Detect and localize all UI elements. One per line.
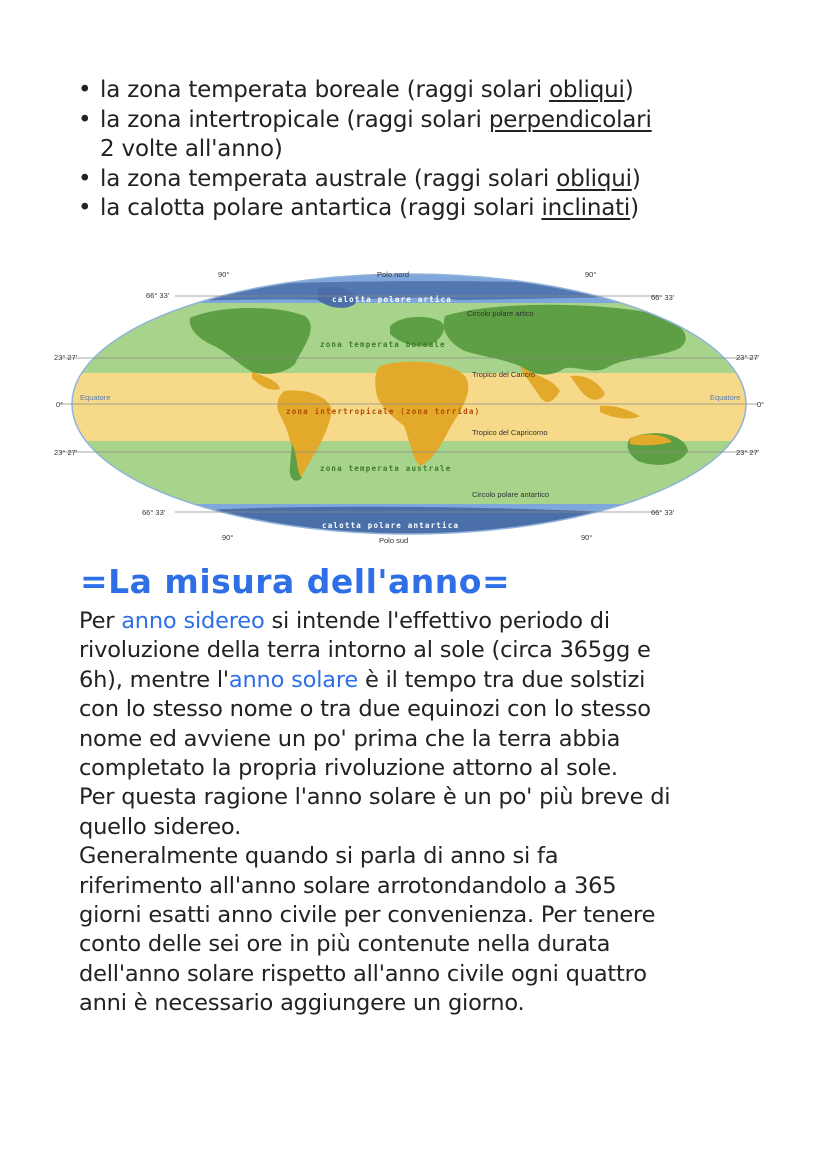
south-temperate-label: zona temperata australe bbox=[320, 464, 452, 473]
paragraph-line bbox=[79, 666, 769, 695]
text-segment: rivoluzione della terra intorno al sole (circa 365gg e bbox=[79, 637, 651, 664]
cancer-tropic-label: Tropico del Cancro bbox=[472, 370, 536, 379]
capricorn-tropic-label: Tropico del Capricorno bbox=[472, 428, 548, 437]
deg-66-label: 66° 33' bbox=[142, 508, 166, 517]
text-segment: quello sidereo. bbox=[79, 813, 242, 840]
equator-label: Equatore bbox=[710, 393, 741, 402]
paragraph-line bbox=[79, 607, 769, 636]
deg-90-label: 90° bbox=[585, 270, 597, 279]
deg-0-label: 0° bbox=[56, 400, 64, 409]
deg-23-label: 23° 27' bbox=[736, 448, 760, 457]
text-segment: Generalmente quando si parla di anno si fa bbox=[79, 843, 559, 870]
paragraph-line bbox=[79, 842, 769, 871]
bullet-item: • la zona intertropicale (raggi solari perpendicolari 2 volte all'anno) bbox=[78, 106, 652, 162]
zone-list bbox=[76, 76, 776, 224]
zone-bands bbox=[40, 266, 778, 546]
bullet-item: • la zona temperata boreale (raggi solari obliqui) bbox=[78, 77, 634, 103]
bullet-item: • la zona temperata australe (raggi solari obliqui) bbox=[78, 165, 641, 192]
deg-23-label: 23° 27' bbox=[54, 448, 78, 457]
bullet-item: • la calotta polare antartica (raggi solari inclinati) bbox=[78, 195, 639, 221]
arctic-cap-label: calotta polare artica bbox=[332, 295, 453, 304]
text-segment: si intende l'effettivo periodo di bbox=[264, 608, 610, 634]
antarctic-circle-label: Circolo polare antartico bbox=[472, 490, 550, 499]
paragraph-line bbox=[79, 813, 769, 842]
arctic-circle-label: Circolo polare artico bbox=[467, 309, 534, 318]
paragraph-line bbox=[79, 872, 769, 901]
paragraph-line bbox=[79, 989, 769, 1018]
intertropical-label: zona intertropicale (zona torrida) bbox=[286, 407, 481, 416]
climate-zones-map bbox=[40, 266, 778, 550]
deg-66-label: 66° 33' bbox=[651, 508, 675, 517]
text-segment: conto delle sei ore in più contenute nella durata bbox=[79, 931, 611, 958]
text-segment: completato la propria rivoluzione attorno al sole. bbox=[79, 755, 618, 782]
section-title: =La misura dell'anno= bbox=[80, 562, 511, 601]
equator-label: Equatore bbox=[80, 393, 111, 402]
highlighted-term: anno sidereo bbox=[121, 608, 265, 634]
deg-23-label: 23° 27' bbox=[54, 353, 78, 362]
south-pole-label: Polo sud bbox=[379, 536, 409, 545]
deg-23-label: 23° 27' bbox=[736, 353, 760, 362]
text-segment: Per questa ragione l'anno solare è un po' più breve di bbox=[79, 784, 671, 811]
text-segment: è il tempo tra due solstizi bbox=[358, 666, 646, 693]
deg-90-label: 90° bbox=[218, 270, 230, 279]
year-measure-paragraph bbox=[79, 607, 769, 1019]
paragraph-line bbox=[79, 901, 769, 930]
deg-90-label: 90° bbox=[222, 533, 234, 542]
paragraph-line bbox=[79, 783, 769, 812]
north-temperate-label: zona temperata boreale bbox=[320, 340, 446, 349]
deg-0-label: 0° bbox=[757, 400, 765, 409]
paragraph-line bbox=[79, 930, 769, 959]
text-segment: dell'anno solare rispetto all'anno civile ogni quattro bbox=[79, 960, 647, 987]
text-segment: anni è necessario aggiungere un giorno. bbox=[79, 990, 525, 1017]
paragraph-line bbox=[79, 725, 769, 754]
text-segment: 6h), mentre l' bbox=[79, 666, 229, 693]
text-segment: giorni esatti anno civile per convenienza. Per tenere bbox=[79, 902, 656, 929]
text-segment: Per bbox=[79, 608, 122, 634]
paragraph-line bbox=[79, 754, 769, 783]
paragraph-line bbox=[79, 695, 769, 724]
text-segment: con lo stesso nome o tra due equinozi con lo stesso bbox=[79, 696, 651, 723]
paragraph-line bbox=[79, 960, 769, 989]
north-pole-label: Polo nord bbox=[377, 270, 410, 279]
antarctic-cap-label: calotta polare antartica bbox=[322, 521, 460, 530]
deg-66-label: 66° 33' bbox=[651, 293, 675, 302]
highlighted-term: anno solare bbox=[228, 666, 359, 693]
bullet-continuation: 2 volte all'anno) bbox=[100, 136, 283, 162]
world-map bbox=[40, 266, 778, 550]
text-segment: riferimento all'anno solare arrotondandolo a 365 bbox=[79, 872, 617, 899]
deg-90-label: 90° bbox=[581, 533, 593, 542]
deg-66-label: 66° 33' bbox=[146, 291, 170, 300]
text-segment: nome ed avviene un po' prima che la terra abbia bbox=[79, 725, 621, 752]
paragraph-line bbox=[79, 636, 769, 665]
